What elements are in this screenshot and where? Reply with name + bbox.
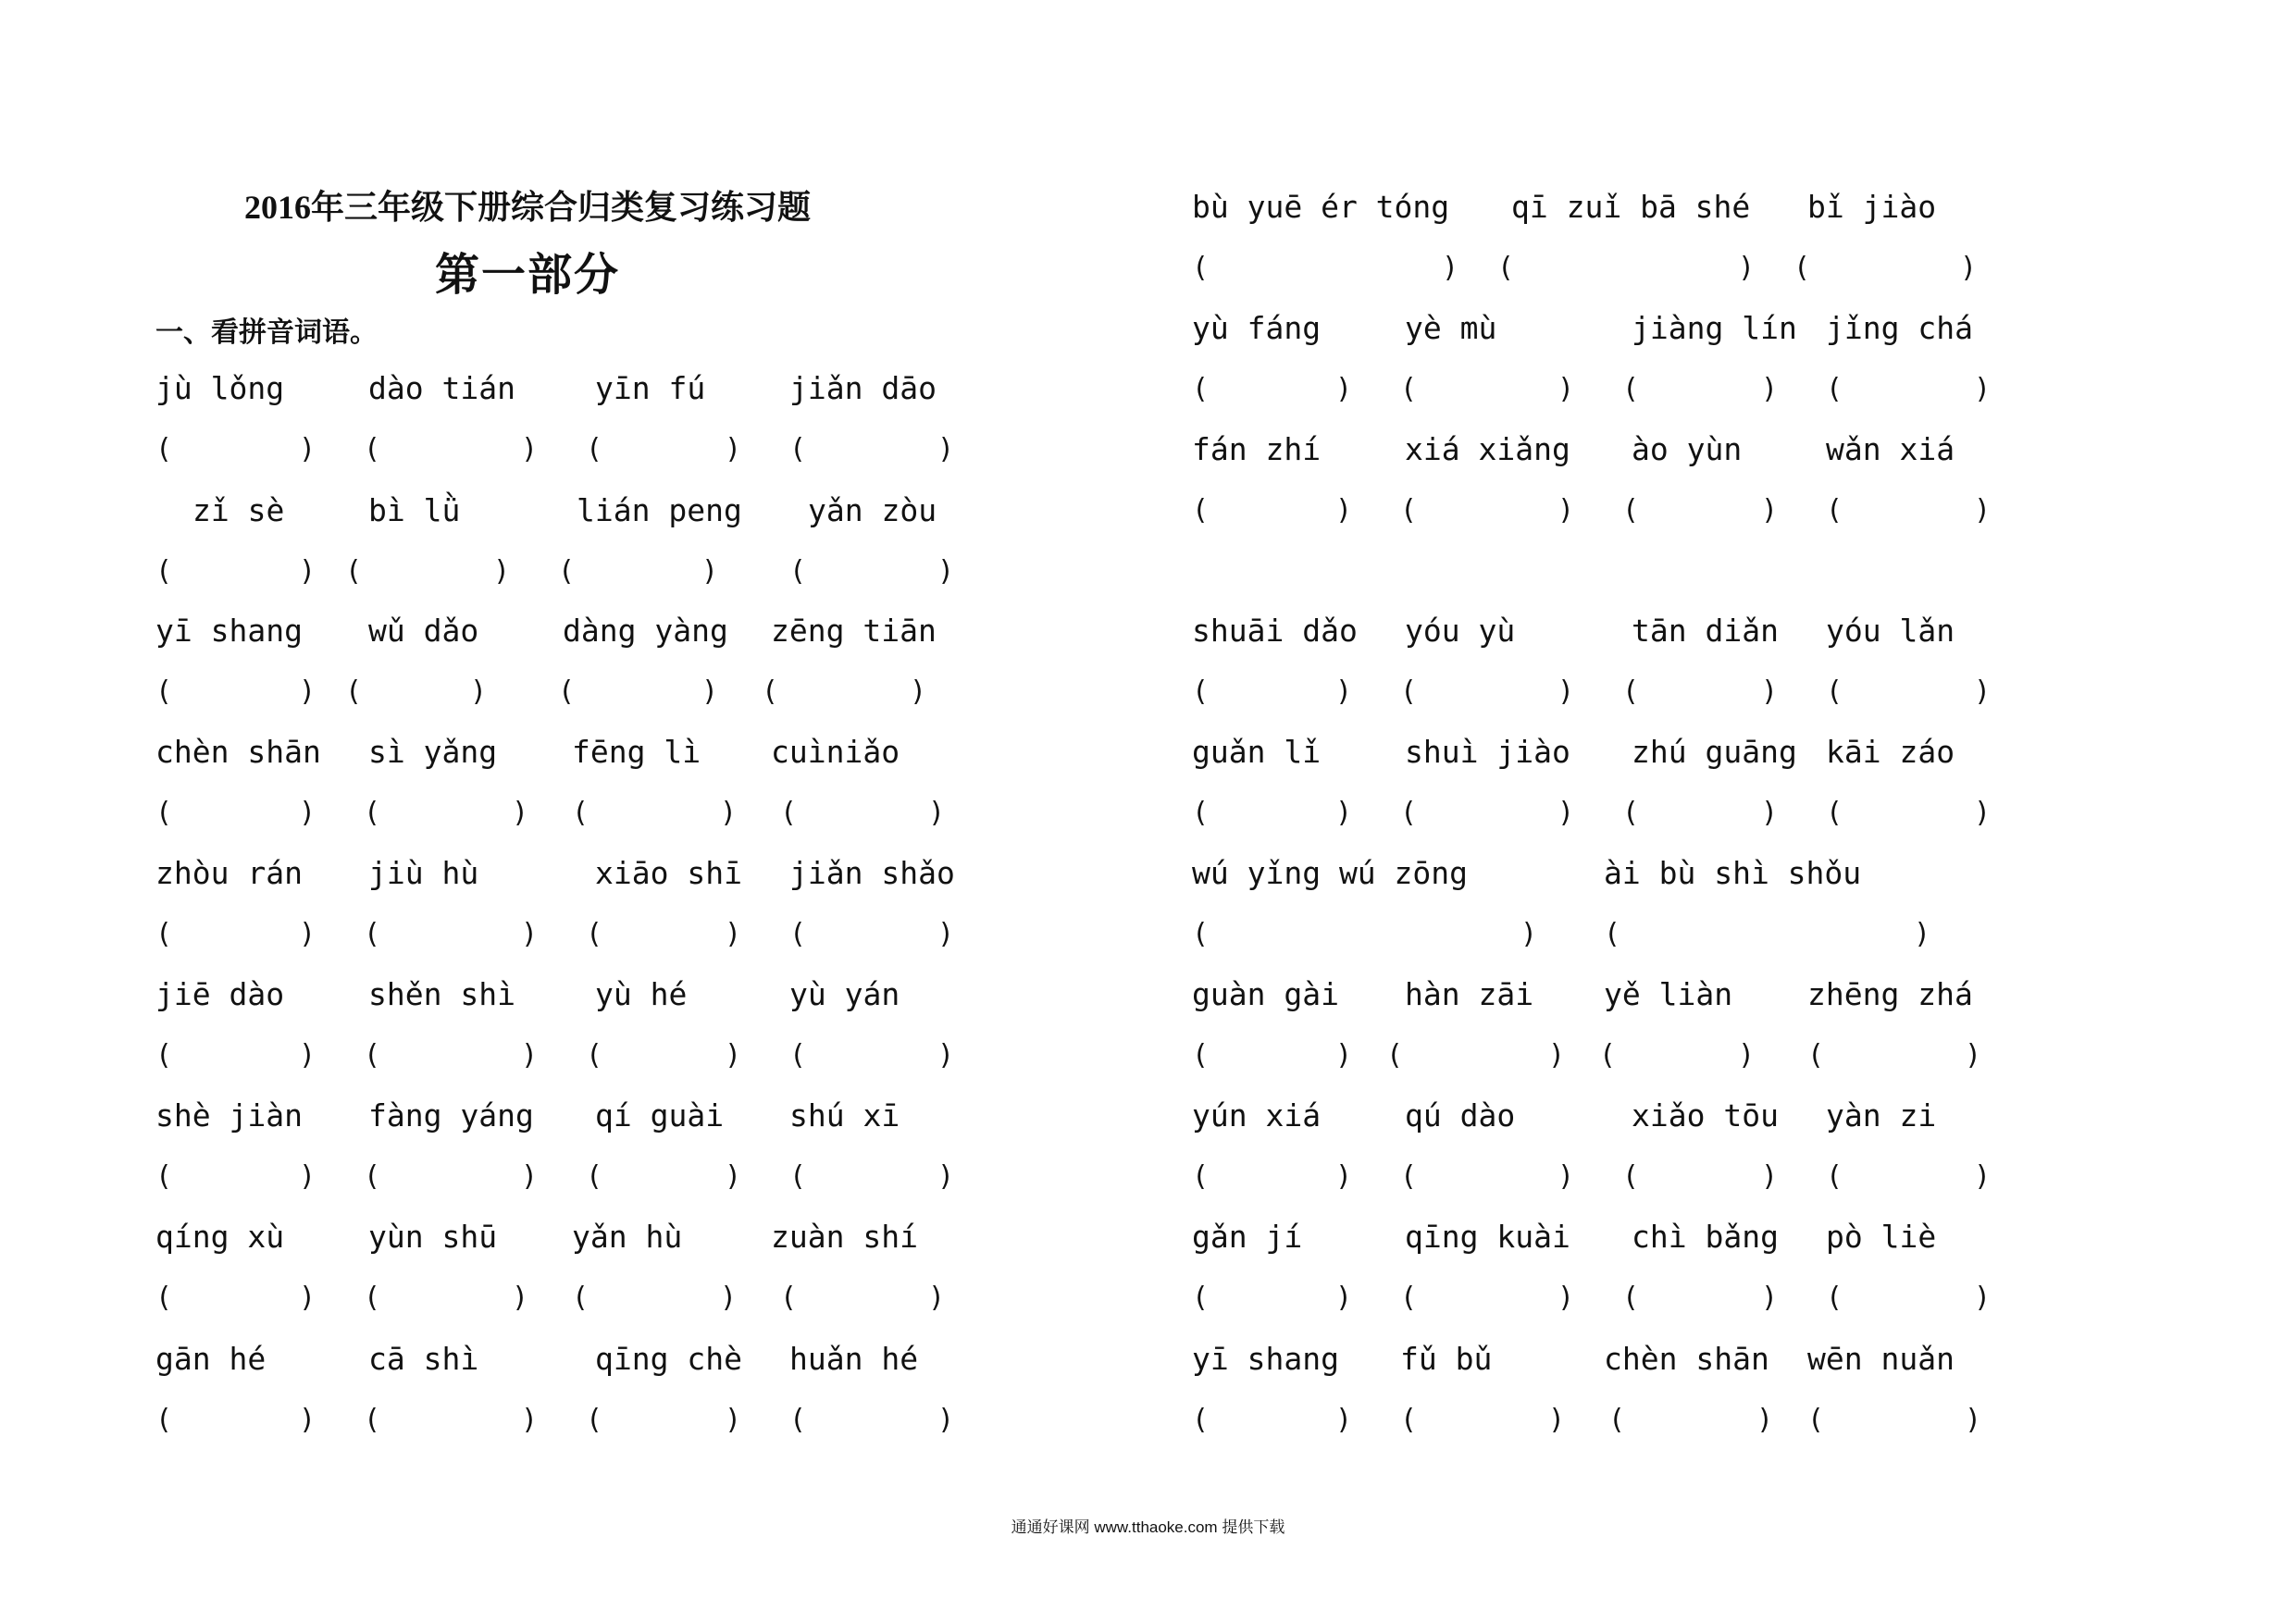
pinyin-word: sì yǎng — [368, 734, 498, 770]
left-answer-row: ( ) ( ) ( ) ( ) — [155, 675, 927, 708]
pinyin-word: wú yǐng wú zōng — [1192, 855, 1469, 891]
pinyin-word: zǐ sè — [192, 492, 285, 528]
pinyin-word: yù yán — [789, 976, 900, 1012]
page-title: 2016年三年级下册综合归类复习练习题 — [243, 189, 811, 226]
pinyin-word: zēng tiān — [771, 613, 937, 649]
pinyin-word: fàng yáng — [368, 1097, 534, 1134]
pinyin-word: wǎn xiá — [1826, 431, 1955, 467]
pinyin-word: fǔ bǔ — [1400, 1341, 1493, 1377]
right-pinyin-row — [1192, 429, 2025, 490]
left-pinyin-row — [155, 1096, 988, 1157]
pinyin-word: yún xiá — [1192, 1097, 1322, 1134]
right-pinyin-row — [1192, 1096, 2025, 1157]
pinyin-word: pò liè — [1826, 1219, 1937, 1255]
left-pinyin-row — [155, 974, 988, 1035]
pinyin-word: qī zuǐ bā shé — [1511, 189, 1751, 225]
left-answer-row: ( ) ( ) ( ) ( ) — [155, 1404, 955, 1436]
pinyin-word: jiē dào — [155, 976, 285, 1012]
right-answer-row: ( ) ( ) ( ) ( ) — [1192, 494, 1992, 527]
pinyin-word: fēng lì — [572, 734, 701, 770]
pinyin-word: zuàn shí — [771, 1219, 918, 1255]
left-pinyin-row — [155, 853, 988, 914]
pinyin-word: xiǎo tōu — [1632, 1097, 1779, 1134]
pinyin-word: shuāi dǎo — [1192, 613, 1358, 649]
pinyin-word: zhēng zhá — [1807, 976, 1973, 1012]
left-pinyin-row — [155, 611, 988, 672]
pinyin-word: bù yuē ér tóng — [1192, 189, 1450, 225]
right-answer-row: ( ) ( ) ( ) — [1192, 252, 1978, 284]
right-answer-row: ( ) ( ) ( ) ( ) — [1192, 1039, 1982, 1072]
pinyin-word: yī shang — [1192, 1341, 1339, 1377]
right-pinyin-row — [1192, 974, 2025, 1035]
pinyin-word: yě liàn — [1604, 976, 1733, 1012]
left-answer-row: ( ) ( ) ( ) ( ) — [155, 797, 946, 829]
pinyin-word: jǐng chá — [1826, 310, 1973, 346]
left-pinyin-row — [155, 490, 988, 551]
pinyin-word: zhú guāng — [1632, 734, 1797, 770]
pinyin-word: qú dào — [1405, 1097, 1516, 1134]
right-pinyin-row — [1192, 853, 2025, 914]
pinyin-word: yù fáng — [1192, 310, 1322, 346]
pinyin-word: chèn shān — [1604, 1341, 1769, 1377]
pinyin-word: jiù hù — [368, 855, 479, 891]
right-pinyin-row — [1192, 732, 2025, 793]
pinyin-word: shěn shì — [368, 976, 515, 1012]
right-pinyin-row — [1192, 187, 2025, 248]
left-answer-row: ( ) ( ) ( ) ( ) — [155, 918, 955, 950]
pinyin-word: qīng chè — [595, 1341, 742, 1377]
pinyin-word: shú xī — [789, 1097, 900, 1134]
pinyin-word: yù hé — [595, 976, 688, 1012]
pinyin-word: wǔ dǎo — [368, 613, 479, 649]
right-answer-row: ( ) ( ) ( ) ( ) — [1192, 797, 1992, 829]
right-pinyin-row — [1192, 1217, 2025, 1278]
pinyin-word: hàn zāi — [1405, 976, 1534, 1012]
left-answer-row: ( ) ( ) ( ) ( ) — [155, 433, 955, 465]
pinyin-word: chì bǎng — [1632, 1219, 1779, 1255]
pinyin-word: guǎn lǐ — [1192, 734, 1322, 770]
pinyin-word: bì lǜ — [368, 492, 461, 528]
left-answer-row: ( ) ( ) ( ) ( ) — [155, 1160, 955, 1193]
right-pinyin-row — [1192, 308, 2025, 369]
pinyin-word: kāi záo — [1826, 734, 1955, 770]
right-pinyin-row — [1192, 611, 2025, 672]
pinyin-word: shè jiàn — [155, 1097, 303, 1134]
pinyin-word: dàng yàng — [563, 613, 728, 649]
pinyin-word: yàn zi — [1826, 1097, 1937, 1134]
pinyin-word: bǐ jiào — [1807, 189, 1937, 225]
pinyin-word: qīng kuài — [1405, 1219, 1570, 1255]
pinyin-word: fán zhí — [1192, 431, 1322, 467]
pinyin-word: zhòu rán — [155, 855, 303, 891]
pinyin-word: lián peng — [577, 492, 742, 528]
left-pinyin-row — [155, 1339, 988, 1400]
part-title: 第一部分 — [434, 251, 620, 300]
pinyin-word: yǎn hù — [572, 1219, 683, 1255]
right-answer-row: ( ) ( ) — [1192, 918, 1931, 950]
pinyin-word: chèn shān — [155, 734, 321, 770]
right-answer-row: ( ) ( ) ( ) ( ) — [1192, 675, 1992, 708]
right-answer-row: ( ) ( ) ( ) ( ) — [1192, 1282, 1992, 1314]
pinyin-word: yǎn zòu — [808, 492, 937, 528]
pinyin-word: yè mù — [1405, 310, 1497, 346]
right-pinyin-row — [1192, 1339, 2025, 1400]
pinyin-word: qíng xù — [155, 1219, 285, 1255]
left-pinyin-row — [155, 368, 988, 429]
pinyin-word: qí guài — [595, 1097, 725, 1134]
left-pinyin-row — [155, 732, 988, 793]
right-answer-row: ( ) ( ) ( ) ( ) — [1192, 1404, 1982, 1436]
pinyin-word: yóu lǎn — [1826, 613, 1955, 649]
pinyin-word: jiàng lín — [1632, 310, 1797, 346]
pinyin-word: yùn shū — [368, 1219, 498, 1255]
footer: 通通好课网 www.tthaoke.com 提供下载 — [1011, 1518, 1285, 1536]
pinyin-word: guàn gài — [1192, 976, 1339, 1012]
pinyin-word: dào tián — [368, 370, 515, 406]
left-pinyin-row — [155, 1217, 988, 1278]
pinyin-word: tān diǎn — [1632, 613, 1779, 649]
pinyin-word: ào yùn — [1632, 431, 1743, 467]
pinyin-word: ài bù shì shǒu — [1604, 855, 1862, 891]
left-answer-row: ( ) ( ) ( ) ( ) — [155, 1282, 946, 1314]
pinyin-word: cā shì — [368, 1341, 479, 1377]
pinyin-word: gān hé — [155, 1341, 267, 1377]
pinyin-word: gǎn jí — [1192, 1219, 1303, 1255]
pinyin-word: yóu yù — [1405, 613, 1516, 649]
left-answer-row: ( ) ( ) ( ) ( ) — [155, 1039, 955, 1072]
pinyin-word: yīn fú — [595, 370, 706, 406]
pinyin-word: huǎn hé — [789, 1341, 919, 1377]
pinyin-word: jù lǒng — [155, 370, 285, 406]
pinyin-word: cuìniǎo — [771, 734, 900, 770]
right-answer-row: ( ) ( ) ( ) ( ) — [1192, 373, 1992, 405]
pinyin-word: yī shang — [155, 613, 303, 649]
right-answer-row: ( ) ( ) ( ) ( ) — [1192, 1160, 1992, 1193]
pinyin-word: xiá xiǎng — [1405, 431, 1570, 467]
pinyin-word: wēn nuǎn — [1807, 1341, 1955, 1377]
pinyin-word: shuì jiào — [1405, 734, 1570, 770]
pinyin-word: jiǎn dāo — [789, 370, 937, 406]
section-heading: 一、看拼音词语。 — [155, 317, 378, 348]
pinyin-word: jiǎn shǎo — [789, 855, 955, 891]
left-answer-row: ( ) ( ) ( ) ( ) — [155, 555, 955, 588]
pinyin-word: xiāo shī — [595, 855, 742, 891]
